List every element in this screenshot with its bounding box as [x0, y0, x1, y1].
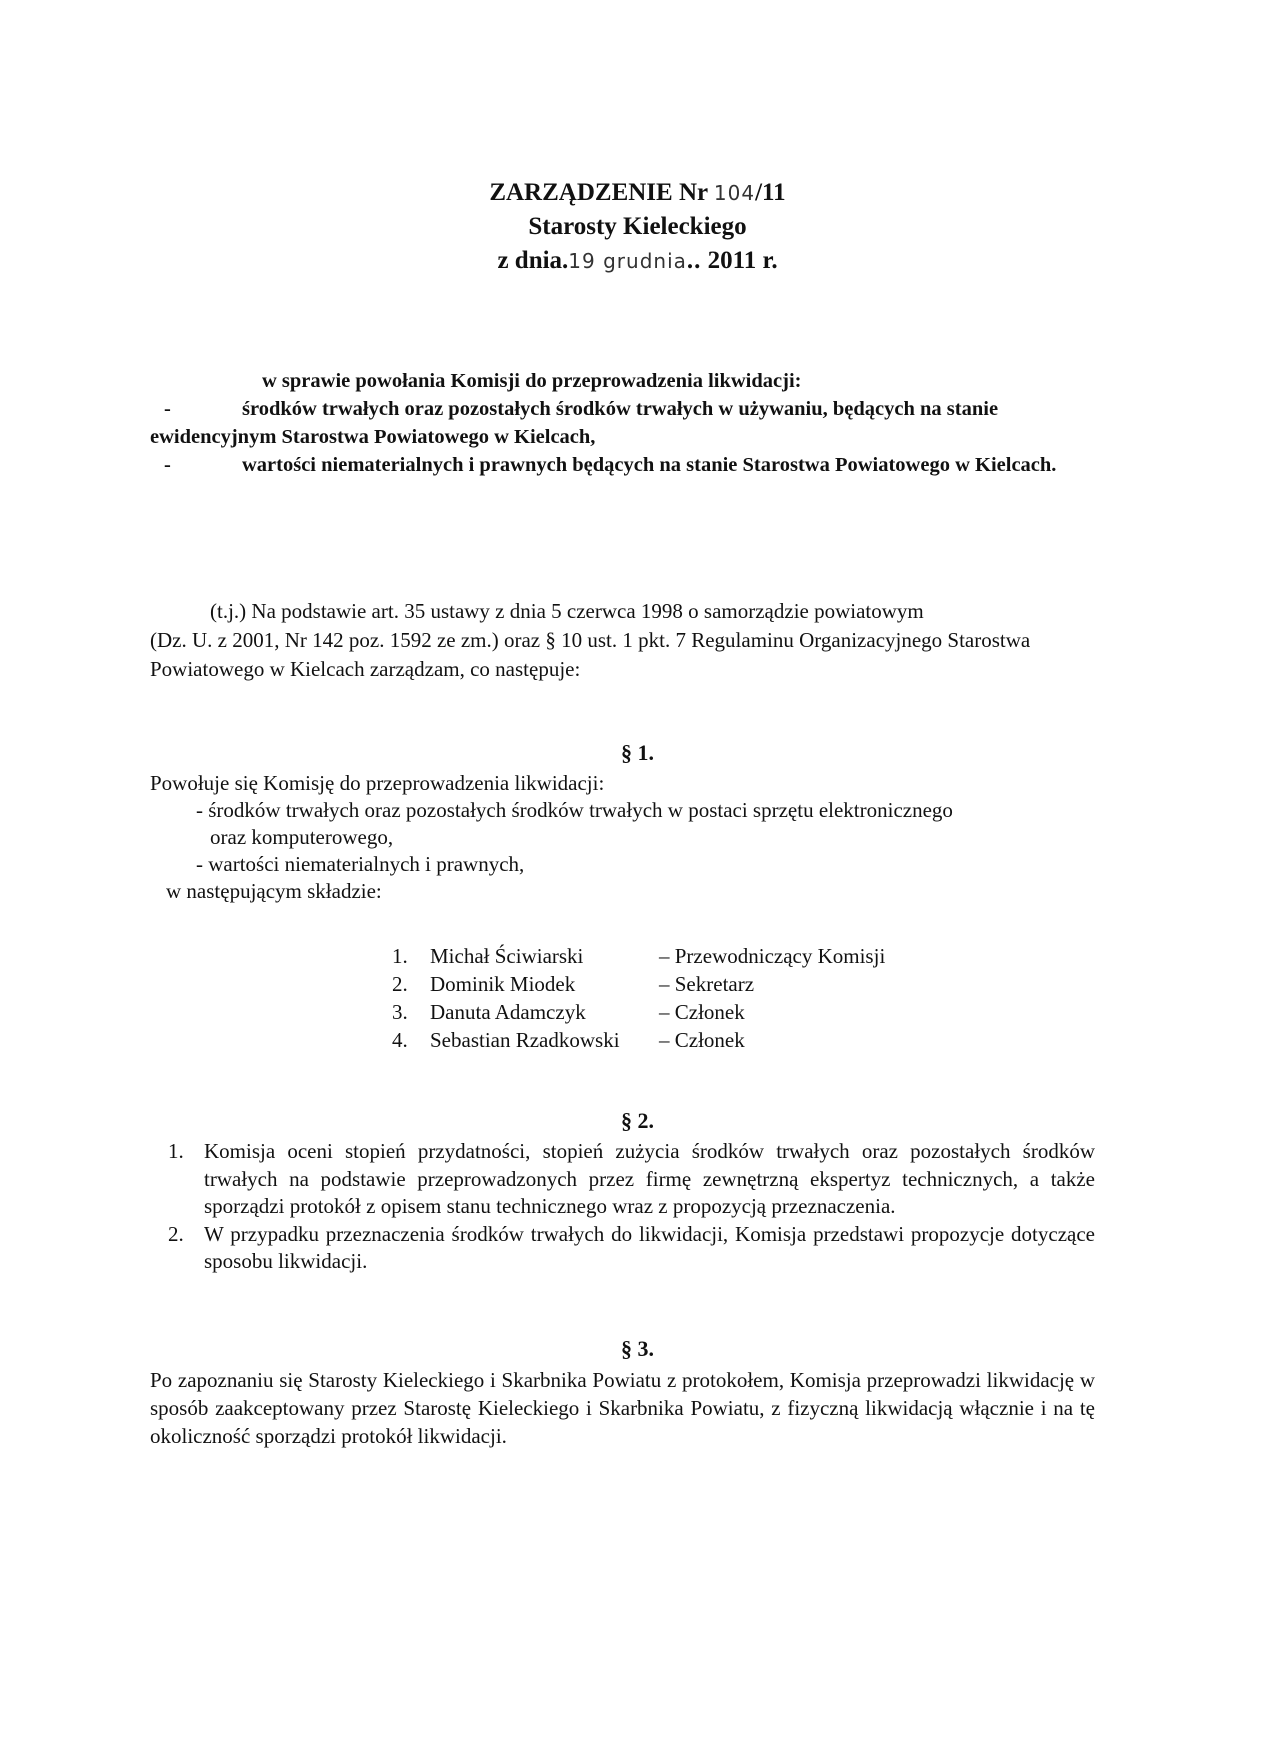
committee-member: 4. Sebastian Rzadkowski – Członek	[392, 1028, 745, 1052]
member-name: Sebastian Rzadkowski	[430, 1028, 620, 1052]
member-name: Michał Ściwiarski	[430, 944, 584, 968]
section-3-text: Po zapoznaniu się Starosty Kieleckiego i Skarbnika Powiatu z protokołem, Komisja przeprowadzi likwidację w sposób zaakceptowany przez Starostę Kieleckiego i Skarbnika Powiatu, z fizyczną likwidacją włącznie i na tę okoliczność sporządzi protokół likwidacji.	[150, 1368, 1095, 1448]
section-1-intro: Powołuje się Komisję do przeprowadzenia likwidacji:	[150, 771, 605, 795]
committee-member: 1. Michał Ściwiarski – Przewodniczący Komisji	[392, 944, 886, 968]
section-1-heading: § 1.	[621, 740, 654, 765]
legal-basis-first-line: (t.j.) Na podstawie art. 35 ustawy z dnia 5 czerwca 1998 o samorządzie powiatowym	[210, 599, 924, 623]
document-title: ZARZĄDZENIE Nr 104/11	[489, 179, 786, 206]
section-1-item: - środków trwałych oraz pozostałych środków trwałych w postaci sprzętu elektronicznego	[196, 798, 953, 822]
handwritten-number: 104	[713, 181, 756, 205]
section-2-heading: § 2.	[621, 1108, 654, 1133]
committee-member: 2. Dominik Miodek – Sekretarz	[392, 972, 755, 996]
section-2-point: 1. Komisja oceni stopień przydatności, stopień zużycia środków trwałych oraz pozostałych środków trwałych na podstawie przeprowadzonych przez firmę zewnętrzną ekspertyz technicznych, a także sporządzi protokół z opisem stanu technicznego wraz z propozycją przeznaczenia.	[168, 1139, 1095, 1218]
member-role: – Członek	[659, 1000, 745, 1024]
handwritten-date: 19 grudnia	[568, 249, 687, 273]
member-role: – Członek	[659, 1028, 745, 1052]
member-name: Dominik Miodek	[430, 972, 576, 996]
member-role: – Sekretarz	[659, 972, 755, 996]
section-2	[168, 1138, 1095, 1276]
section-2-point: 2. W przypadku przeznaczenia środków trwałych do likwidacji, Komisja przedstawi propozycje dotyczące sposobu likwidacji.	[168, 1221, 1095, 1273]
legal-basis	[150, 597, 1095, 684]
legal-basis-rest: (Dz. U. z 2001, Nr 142 poz. 1592 ze zm.) oraz § 10 ust. 1 pkt. 7 Regulaminu Organizacyjnego Starostwa Powiatowego w Kielcach zarządzam, co następuje:	[150, 628, 1031, 681]
issuer: Starosty Kieleckiego	[528, 213, 747, 240]
member-role: – Przewodniczący Komisji	[659, 944, 886, 968]
document-date: z dnia.19 grudnia.. 2011 r.	[497, 247, 778, 274]
section-3-heading: § 3.	[621, 1336, 654, 1361]
section-1-item-continuation: oraz komputerowego,	[210, 825, 394, 849]
section-1-item: - wartości niematerialnych i prawnych,	[196, 852, 525, 876]
section-1	[150, 770, 1095, 905]
member-name: Danuta Adamczyk	[430, 1000, 586, 1024]
committee-member: 3. Danuta Adamczyk – Członek	[392, 1000, 745, 1024]
subject-item: - wartości niematerialnych i prawnych będących na stanie Starostwa Powiatowego w Kielcach.	[164, 454, 1057, 476]
subject-lead: w sprawie powołania Komisji do przeprowadzenia likwidacji:	[262, 370, 802, 392]
section-1-outro: w następującym składzie:	[166, 879, 382, 903]
subject	[150, 367, 1095, 479]
subject-item: - środków trwałych oraz pozostałych środków trwałych w używaniu, będących na stanie ewidencyjnym Starostwa Powiatowego w Kielcach,	[150, 398, 999, 448]
title-block	[0, 176, 1275, 278]
committee-members	[392, 942, 885, 1054]
